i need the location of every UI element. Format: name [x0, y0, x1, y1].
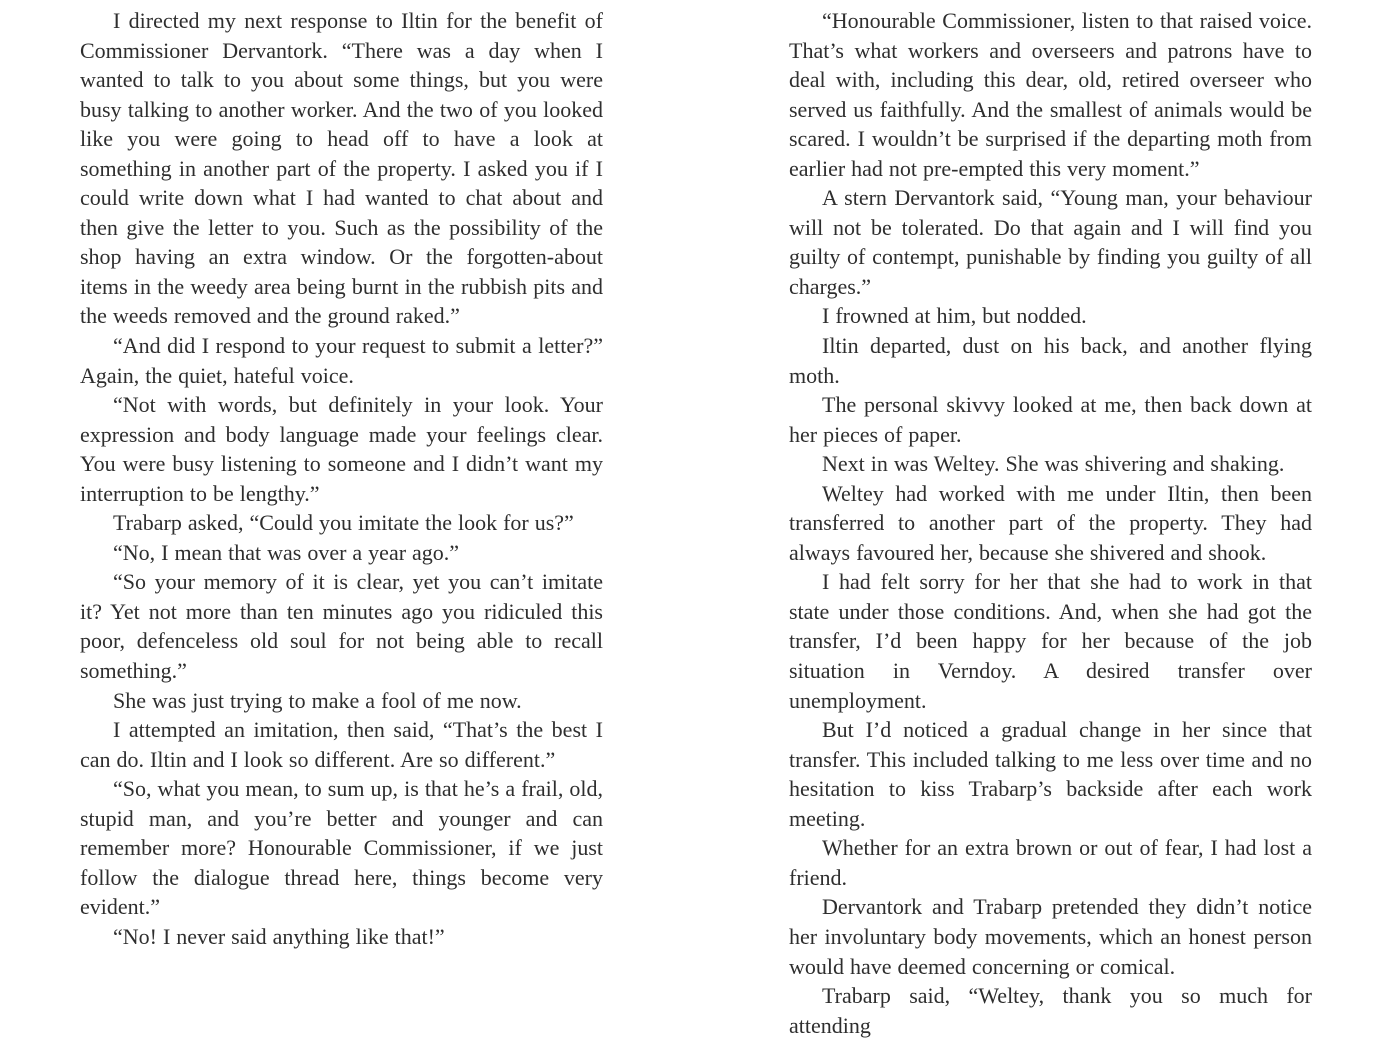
paragraph: Whether for an extra brown or out of fear, I had lost a friend.	[789, 835, 1312, 890]
paragraph: “So, what you mean, to sum up, is that he’s a frail, old, stupid man, and you’re better and younger and can remember more? Honourable Commissioner, if we just follow the dialogue thread here, things become very evident.”	[80, 776, 603, 920]
paragraph: “So your memory of it is clear, yet you can’t imitate it? Yet not more than ten minutes ago you ridiculed this poor, defenceless old soul for not being able to recall something.”	[80, 569, 603, 684]
paragraph: I had felt sorry for her that she had to work in that state under those conditions. And, when she had got the transfer, I’d been happy for her because of the job situation in Verndoy. A desired transfer over unemployment.	[789, 569, 1312, 713]
paragraph: I frowned at him, but nodded.	[822, 303, 1087, 329]
paragraph: Dervantork and Trabarp pretended they didn’t notice her involuntary body movements, which an honest person would have deemed concerning or comical.	[789, 894, 1312, 979]
paragraph: “Honourable Commissioner, listen to that raised voice. That’s what workers and overseers and patrons have to deal with, including this dear, old, retired overseer who served us faithfully. And the smallest of animals would be scared. I wouldn’t be surprised if the departing moth from earlier had not pre-empted this very moment.”	[789, 8, 1312, 181]
paragraph: A stern Dervantork said, “Young man, your behaviour will not be tolerated. Do that again and I will find you guilty of contempt, punishable by finding you guilty of all charges.”	[789, 185, 1312, 299]
paragraph: “No! I never said anything like that!”	[113, 923, 445, 949]
paragraph: Iltin departed, dust on his back, and another flying moth.	[789, 333, 1312, 388]
text-column-right	[789, 6, 1312, 1038]
paragraph: “Not with words, but definitely in your look. Your expression and body language made your feelings clear. You were busy listening to someone and I didn’t want my interruption to be lengthy.”	[80, 392, 603, 506]
paragraph: But I’d noticed a gradual change in her since that transfer. This included talking to me less over time and no hesitation to kiss Trabarp’s backside after each work meeting.	[789, 717, 1312, 831]
paragraph: Trabarp said, “Weltey, thank you so much for attending	[789, 983, 1312, 1038]
paragraph: “No, I mean that was over a year ago.”	[113, 539, 460, 565]
paragraph: Weltey had worked with me under Iltin, then been transferred to another part of the property. They had always favoured her, because she shivered and shook.	[789, 480, 1312, 565]
text-column-left	[80, 6, 603, 949]
paragraph: Trabarp asked, “Could you imitate the look for us?”	[113, 510, 574, 536]
paragraph: I attempted an imitation, then said, “That’s the best I can do. Iltin and I look so different. Are so different.”	[80, 717, 603, 772]
paragraph: She was just trying to make a fool of me now.	[113, 687, 522, 713]
paragraph: I directed my next response to Iltin for the benefit of Commissioner Dervantork. “There was a day when I wanted to talk to you about some things, but you were busy talking to another worker. And the two of you looked like you were going to head off to have a look at something in another part of the property. I asked you if I could write down what I had wanted to chat about and then give the letter to you. Such as the possibility of the shop having an extra window. Or the forgotten-about items in the weedy area being burnt in the rubbish pits and the weeds removed and the ground raked.”	[80, 8, 603, 329]
paragraph: The personal skivvy looked at me, then back down at her pieces of paper.	[789, 392, 1312, 447]
paragraph: “And did I respond to your request to submit a letter?” Again, the quiet, hateful voice.	[80, 333, 603, 388]
paragraph: Next in was Weltey. She was shivering and shaking.	[822, 451, 1285, 477]
